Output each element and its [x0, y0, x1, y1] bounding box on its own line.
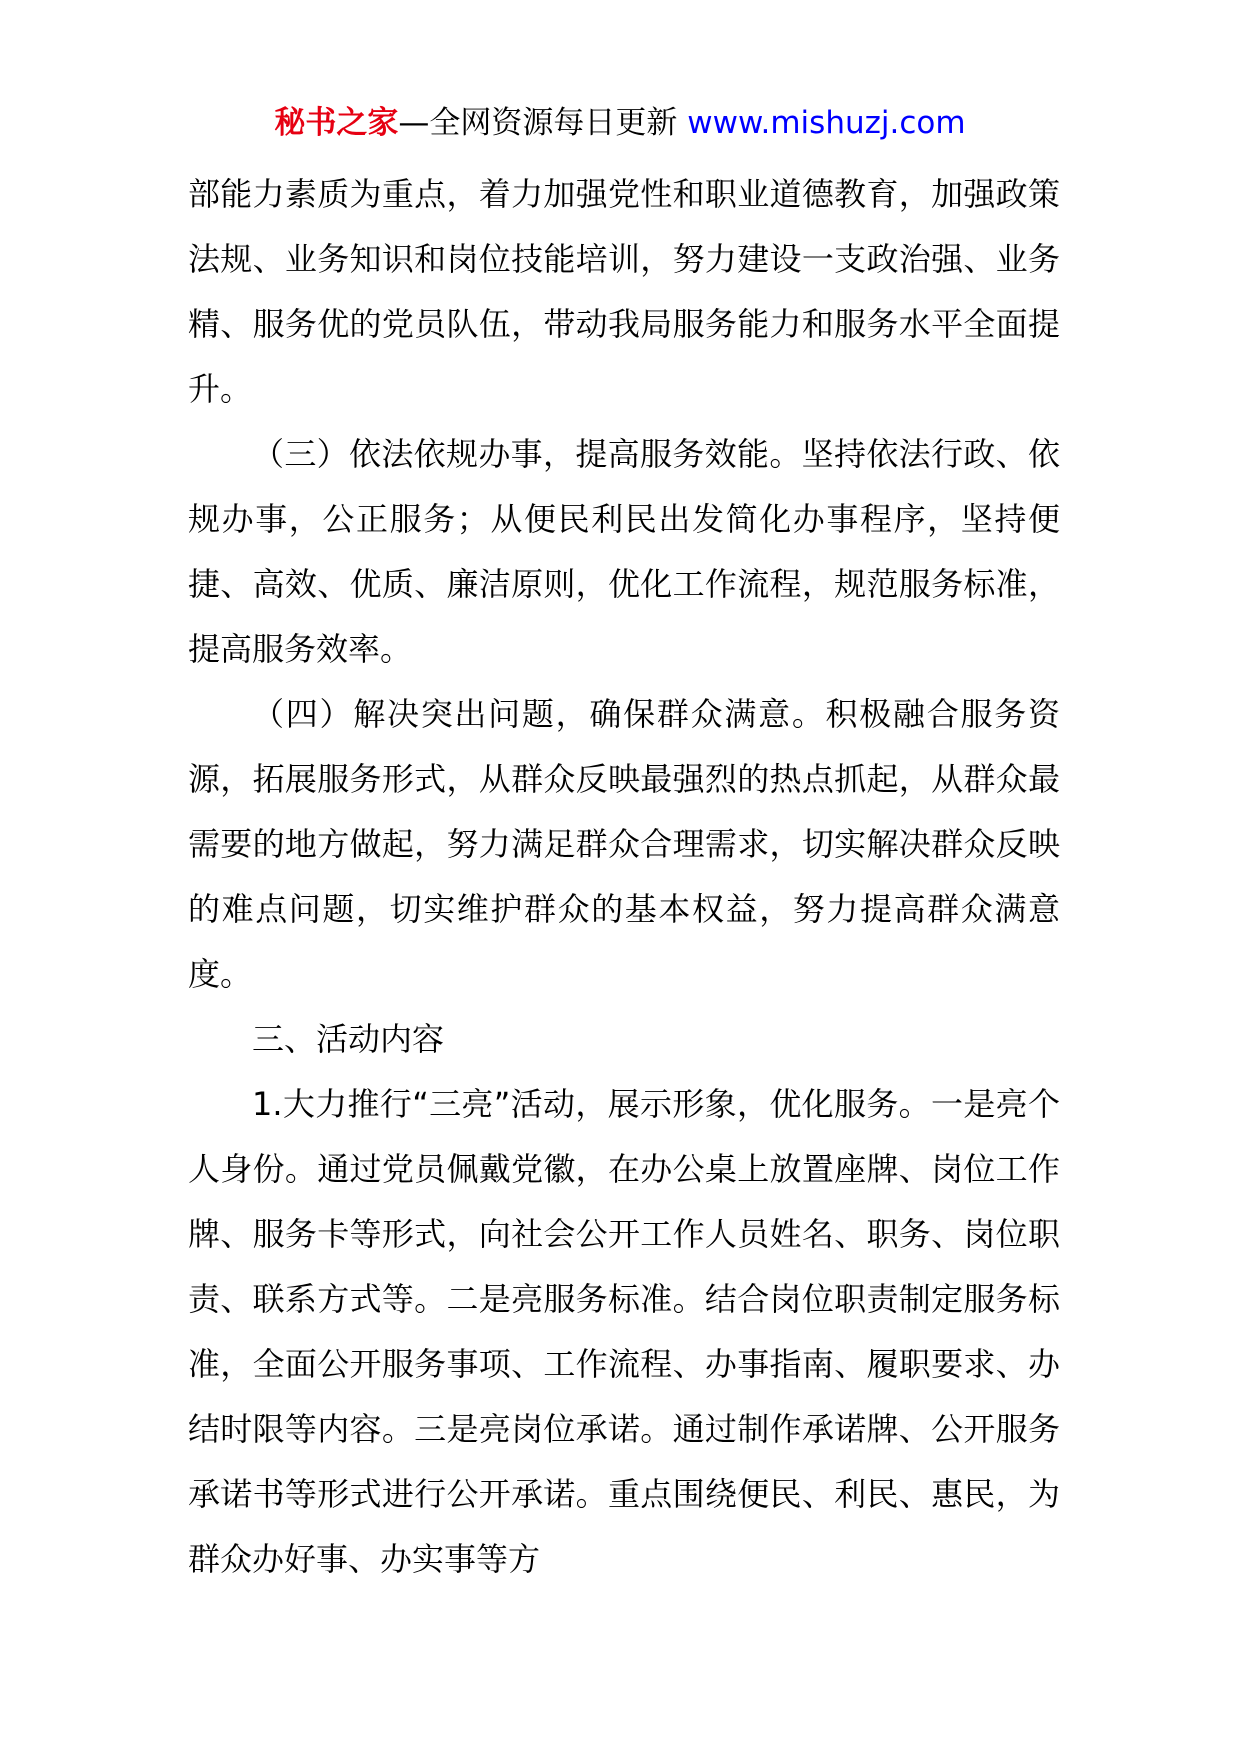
paragraph-item-one: 1.大力推行“三亮”活动，展示形象，优化服务。一是亮个人身份。通过党员佩戴党徽，在办公桌上放置座牌、岗位工作牌、服务卡等形式，向社会公开工作人员姓名、职务、岗位职责、联系方式等。二是亮服务标准。结合岗位职责制定服务标准，全面公开服务事项、工作流程、办事指南、履职要求、办结时限等内容。三是亮岗位承诺。通过制作承诺牌、公开服务承诺书等形式进行公开承诺。重点围绕便民、利民、惠民，为群众办好事、办实事等方 [188, 1085, 1060, 1578]
paragraph-section-four: （四）解决突出问题，确保群众满意。积极融合服务资源，拓展服务形式，从群众反映最强烈的热点抓起，从群众最需要的地方做起，努力满足群众合理需求，切实解决群众反映的难点问题，切实维护群众的基本权益，努力提高群众满意度。 [188, 695, 1060, 993]
header-tagline: —全网资源每日更新 [398, 105, 678, 141]
site-url-link[interactable]: www.mishuzj.com [687, 105, 966, 141]
page-header [0, 100, 1240, 146]
document-body [188, 162, 1060, 1592]
brand-name: 秘书之家 [274, 105, 399, 141]
paragraph-continued: 部能力素质为重点，着力加强党性和职业道德教育，加强政策法规、业务知识和岗位技能培训，努力建设一支政治强、业务精、服务优的党员队伍，带动我局服务能力和服务水平全面提升。 [188, 175, 1060, 408]
paragraph-section-three: （三）依法依规办事，提高服务效能。坚持依法行政、依规办事，公正服务；从便民利民出发简化办事程序，坚持便捷、高效、优质、廉洁原则，优化工作流程，规范服务标准，提高服务效率。 [188, 435, 1060, 668]
heading-activity-content: 三、活动内容 [252, 1020, 445, 1058]
